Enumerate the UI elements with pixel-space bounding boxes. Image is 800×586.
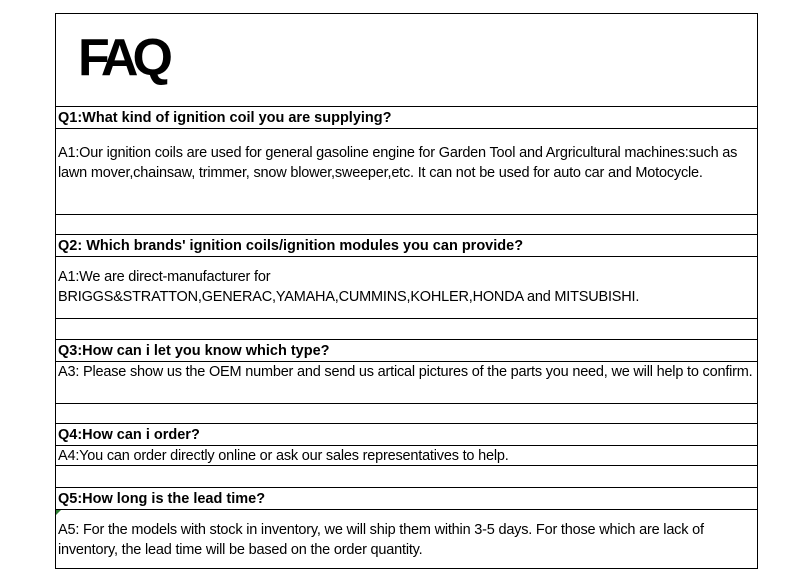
answer-5 (56, 509, 757, 570)
answer-3: A3: Please show us the OEM number and send us artical pictures of the parts you need, we will help to confirm. (56, 361, 757, 403)
question-3: Q3:How can i let you know which type? (56, 339, 757, 361)
answer-1: A1:Our ignition coils are used for general gasoline engine for Garden Tool and Argricultural machines:such as lawn mover,chainsaw, trimmer, snow blower,sweeper,etc. It can not be used for auto car and Motocycle. (56, 128, 757, 214)
faq-logo: FAQ (78, 29, 167, 87)
spacer-row (56, 318, 757, 339)
question-2: Q2: Which brands' ignition coils/ignition modules you can provide? (56, 234, 757, 256)
answer-5-text: A5: For the models with stock in inventory, we will ship them within 3-5 days. For those which are lack of inventory, the lead time will be based on the order quantity. (58, 522, 704, 558)
question-5: Q5:How long is the lead time? (56, 487, 757, 509)
question-4: Q4:How can i order? (56, 423, 757, 445)
answer-4: A4:You can order directly online or ask our sales representatives to help. (56, 445, 757, 465)
faq-sheet (55, 13, 758, 569)
cell-marker (56, 510, 61, 515)
spacer-row (56, 403, 757, 423)
answer-2-line-2: BRIGGS&STRATTON,GENERAC,YAMAHA,CUMMINS,KOHLER,HONDA and MITSUBISHI. (58, 289, 640, 305)
answer-2-line-1: A1:We are direct-manufacturer for (58, 269, 271, 285)
spacer-row (56, 465, 757, 487)
spacer-row (56, 214, 757, 234)
logo-area (56, 14, 757, 107)
answer-2 (56, 256, 757, 318)
question-1: Q1:What kind of ignition coil you are supplying? (56, 106, 757, 128)
